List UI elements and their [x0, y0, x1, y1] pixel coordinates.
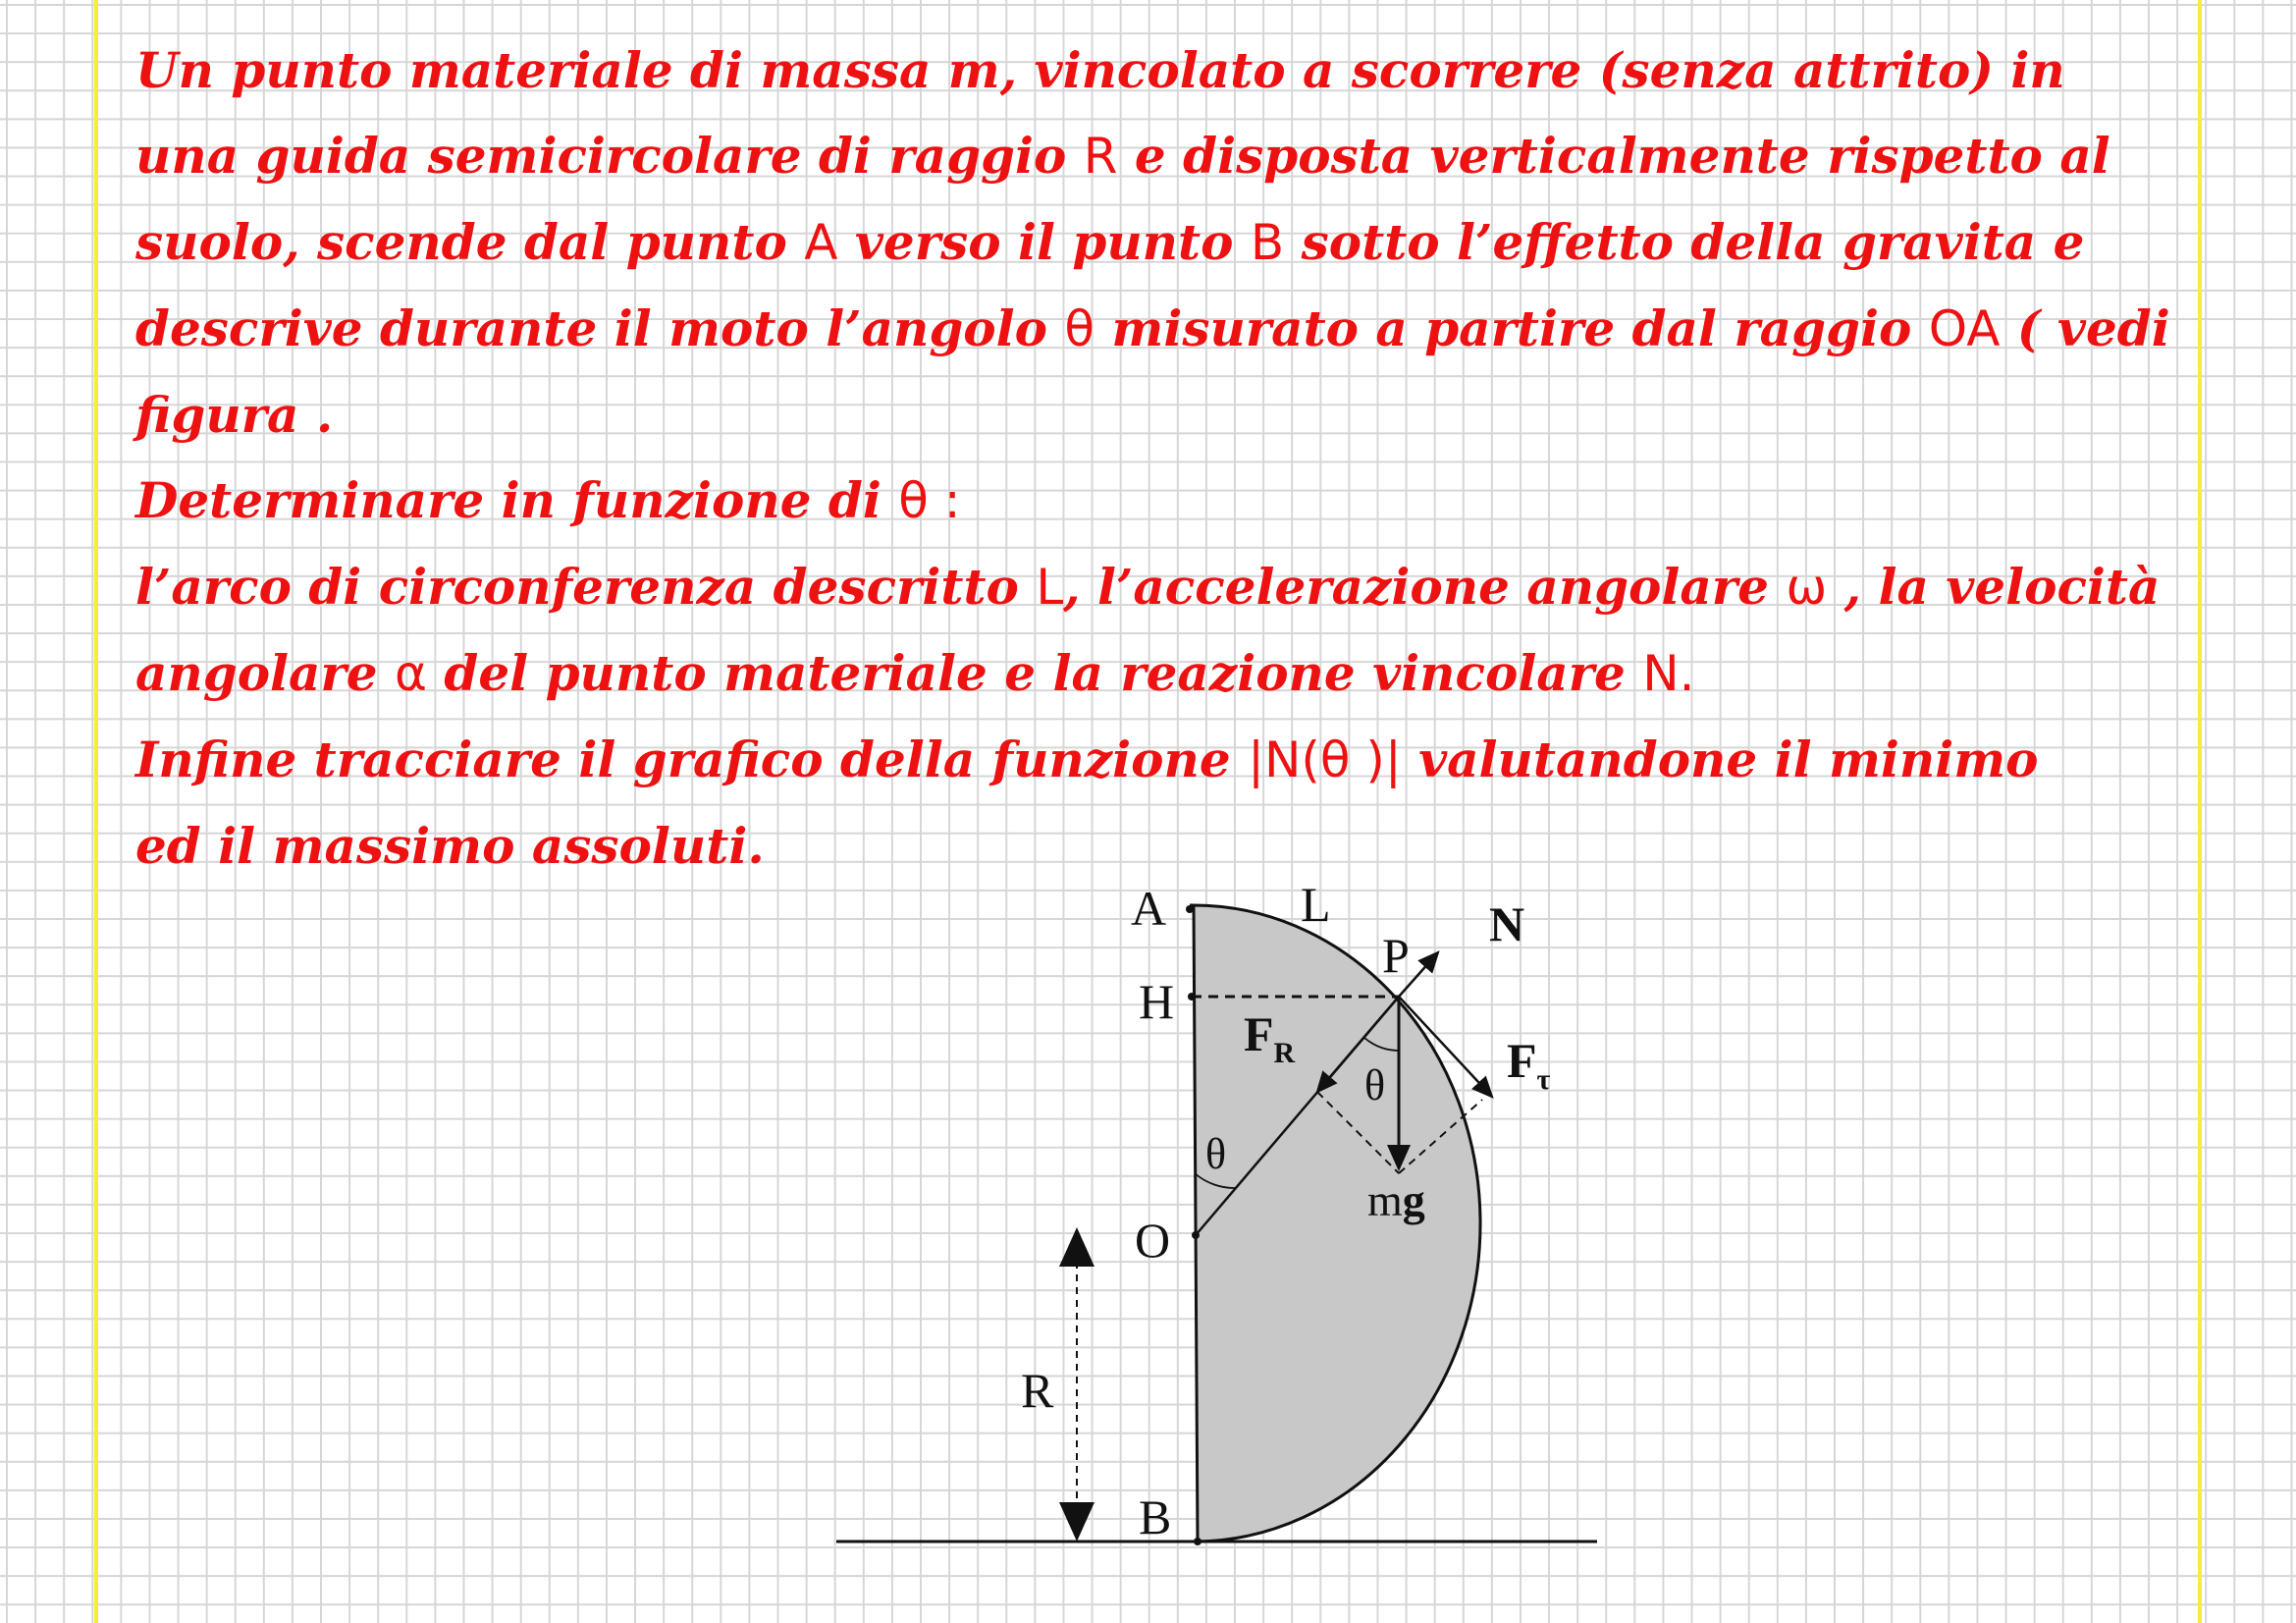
radius-arrow-bottom [1059, 1502, 1095, 1542]
label-P: P [1382, 928, 1410, 983]
text-run: suolo, scende dal punto [135, 213, 805, 271]
text-run: sotto l’effetto della gravita e [1284, 213, 2085, 271]
label-O: O [1135, 1213, 1171, 1268]
text-run: ( vedi [2000, 299, 2170, 357]
math-symbol: ω [1786, 559, 1828, 616]
label-A: A [1131, 881, 1167, 936]
math-symbol: R [1083, 128, 1118, 185]
label-B: B [1139, 1489, 1172, 1544]
math-symbol: N. [1642, 645, 1695, 702]
text-run: e disposta verticalmente rispetto al [1117, 127, 2110, 185]
text-run: verso il punto [837, 213, 1251, 271]
semicircle-guide [1190, 905, 1480, 1542]
radius-arrow-top [1059, 1227, 1095, 1267]
text-run: , l’accelerazione angolare [1063, 558, 1787, 616]
label-L: L [1301, 877, 1331, 932]
math-symbol: |N(θ )| [1248, 731, 1402, 788]
math-symbol: A [804, 214, 838, 271]
label-mg: mg [1367, 1175, 1425, 1225]
math-symbol: OA [1928, 300, 2001, 357]
label-N: N [1489, 896, 1525, 951]
text-run: figura . [135, 386, 334, 444]
text-run: ed il massimo assoluti. [135, 817, 765, 875]
text-run: Determinare in funzione di [135, 471, 899, 529]
text-run: angolare [135, 644, 396, 702]
point-A [1186, 905, 1194, 913]
label-R: R [1021, 1363, 1054, 1418]
label-theta-P: θ [1364, 1061, 1386, 1109]
math-symbol: θ [1064, 300, 1095, 357]
text-run: l’arco di circonferenza descritto [135, 558, 1037, 616]
text-run: , la velocità [1827, 558, 2161, 616]
label-H: H [1139, 974, 1175, 1029]
point-B [1194, 1538, 1201, 1545]
text-run: valutandone il minimo [1401, 730, 2039, 788]
math-symbol: L [1036, 559, 1064, 616]
text-run: Un punto materiale di massa m, vincolato a scorrere (senza attrito) in [135, 41, 2065, 99]
label-FR: $F_R$ [1244, 1006, 1296, 1069]
math-symbol: B [1250, 214, 1285, 271]
math-symbol: θ : [898, 472, 961, 529]
math-symbol: α [395, 645, 427, 702]
text-run: descrive durante il moto l’angolo [135, 299, 1065, 357]
text-run: Infine tracciare il grafico della funzione [135, 730, 1249, 788]
label-Ftau: $F_\tau$ [1507, 1033, 1551, 1096]
text-run: del punto materiale e la reazione vincolare [426, 644, 1643, 702]
label-theta-O: θ [1205, 1130, 1227, 1178]
text-run: misurato a partire dal raggio [1095, 299, 1929, 357]
text-run: una guida semicircolare di raggio [135, 127, 1084, 185]
